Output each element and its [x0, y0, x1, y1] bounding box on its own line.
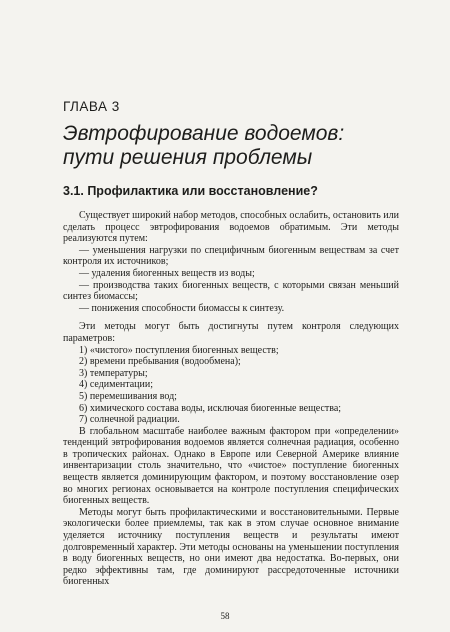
param-item-7: 7) солнечной радиации.: [79, 414, 180, 426]
param-item-3: 3) температуры;: [79, 367, 148, 379]
param-item-6: 6) химического состава воды, исключая биогенные вещества;: [79, 402, 342, 414]
methods-paragraph: Методы могут быть профилактическими и восстановительными. Первые экологически более приемлемы, так как в этом случае основное внимание уделяется источнику поступления веществ и результаты имеют долговременный характер. Эти методы основаны на уменьшении поступления в воду биогенных веществ, но они имеют два недостатка. Во-первых, они редко эффективны там, где доминируют рассредоточенные источники биогенных: [63, 506, 399, 588]
page-number: 58: [220, 611, 230, 621]
measure-item-3: — производства таких биогенных веществ, с которыми связан меньший синтез биомассы;: [63, 279, 399, 303]
param-item-4: 4) седиментации;: [79, 379, 154, 391]
chapter-title-line-2: пути решения проблемы: [63, 146, 313, 169]
params-intro-paragraph: Эти методы могут быть достигнуты путем контроля следующих параметров:: [63, 321, 399, 344]
body-text: [63, 210, 399, 588]
measure-item-2: — удаления биогенных веществ из воды;: [79, 267, 255, 279]
intro-paragraph: Существует широкий набор методов, способных ослабить, остановить или сделать процесс эвтрофирования водоемов обратимым. Эти методы реализуются путем:: [63, 210, 399, 245]
param-item-1: 1) «чистого» поступления биогенных веществ;: [79, 344, 279, 356]
chapter-label: ГЛАВА 3: [63, 99, 120, 114]
chapter-title: [63, 122, 403, 170]
param-item-2: 2) времени пребывания (водообмена);: [79, 356, 241, 368]
chapter-title-line-1: Эвтрофирование водоемов:: [63, 122, 345, 145]
param-item-5: 5) перемешивания вод;: [79, 390, 177, 402]
measure-item-4: — понижения способности биомассы к синтезу.: [79, 302, 285, 314]
global-scale-paragraph: В глобальном масштабе наиболее важным фактором при «определении» тенденций эвтрофирования водоемов является солнечная радиация, особенно в тропических районах. Однако в Европе или Северной Америке влияние инвентаризации столь значительно, что «чистое» поступление биогенных веществ является доминирующим фактором, и поэтому восстановление озер во многих регионах основывается на контроле поступления специфических биогенных веществ.: [63, 425, 399, 507]
section-title: 3.1. Профилактика или восстановление?: [63, 184, 318, 198]
measure-item-1: — уменьшения нагрузки по специфичным биогенным веществам за счет контроля их источников;: [63, 244, 399, 268]
